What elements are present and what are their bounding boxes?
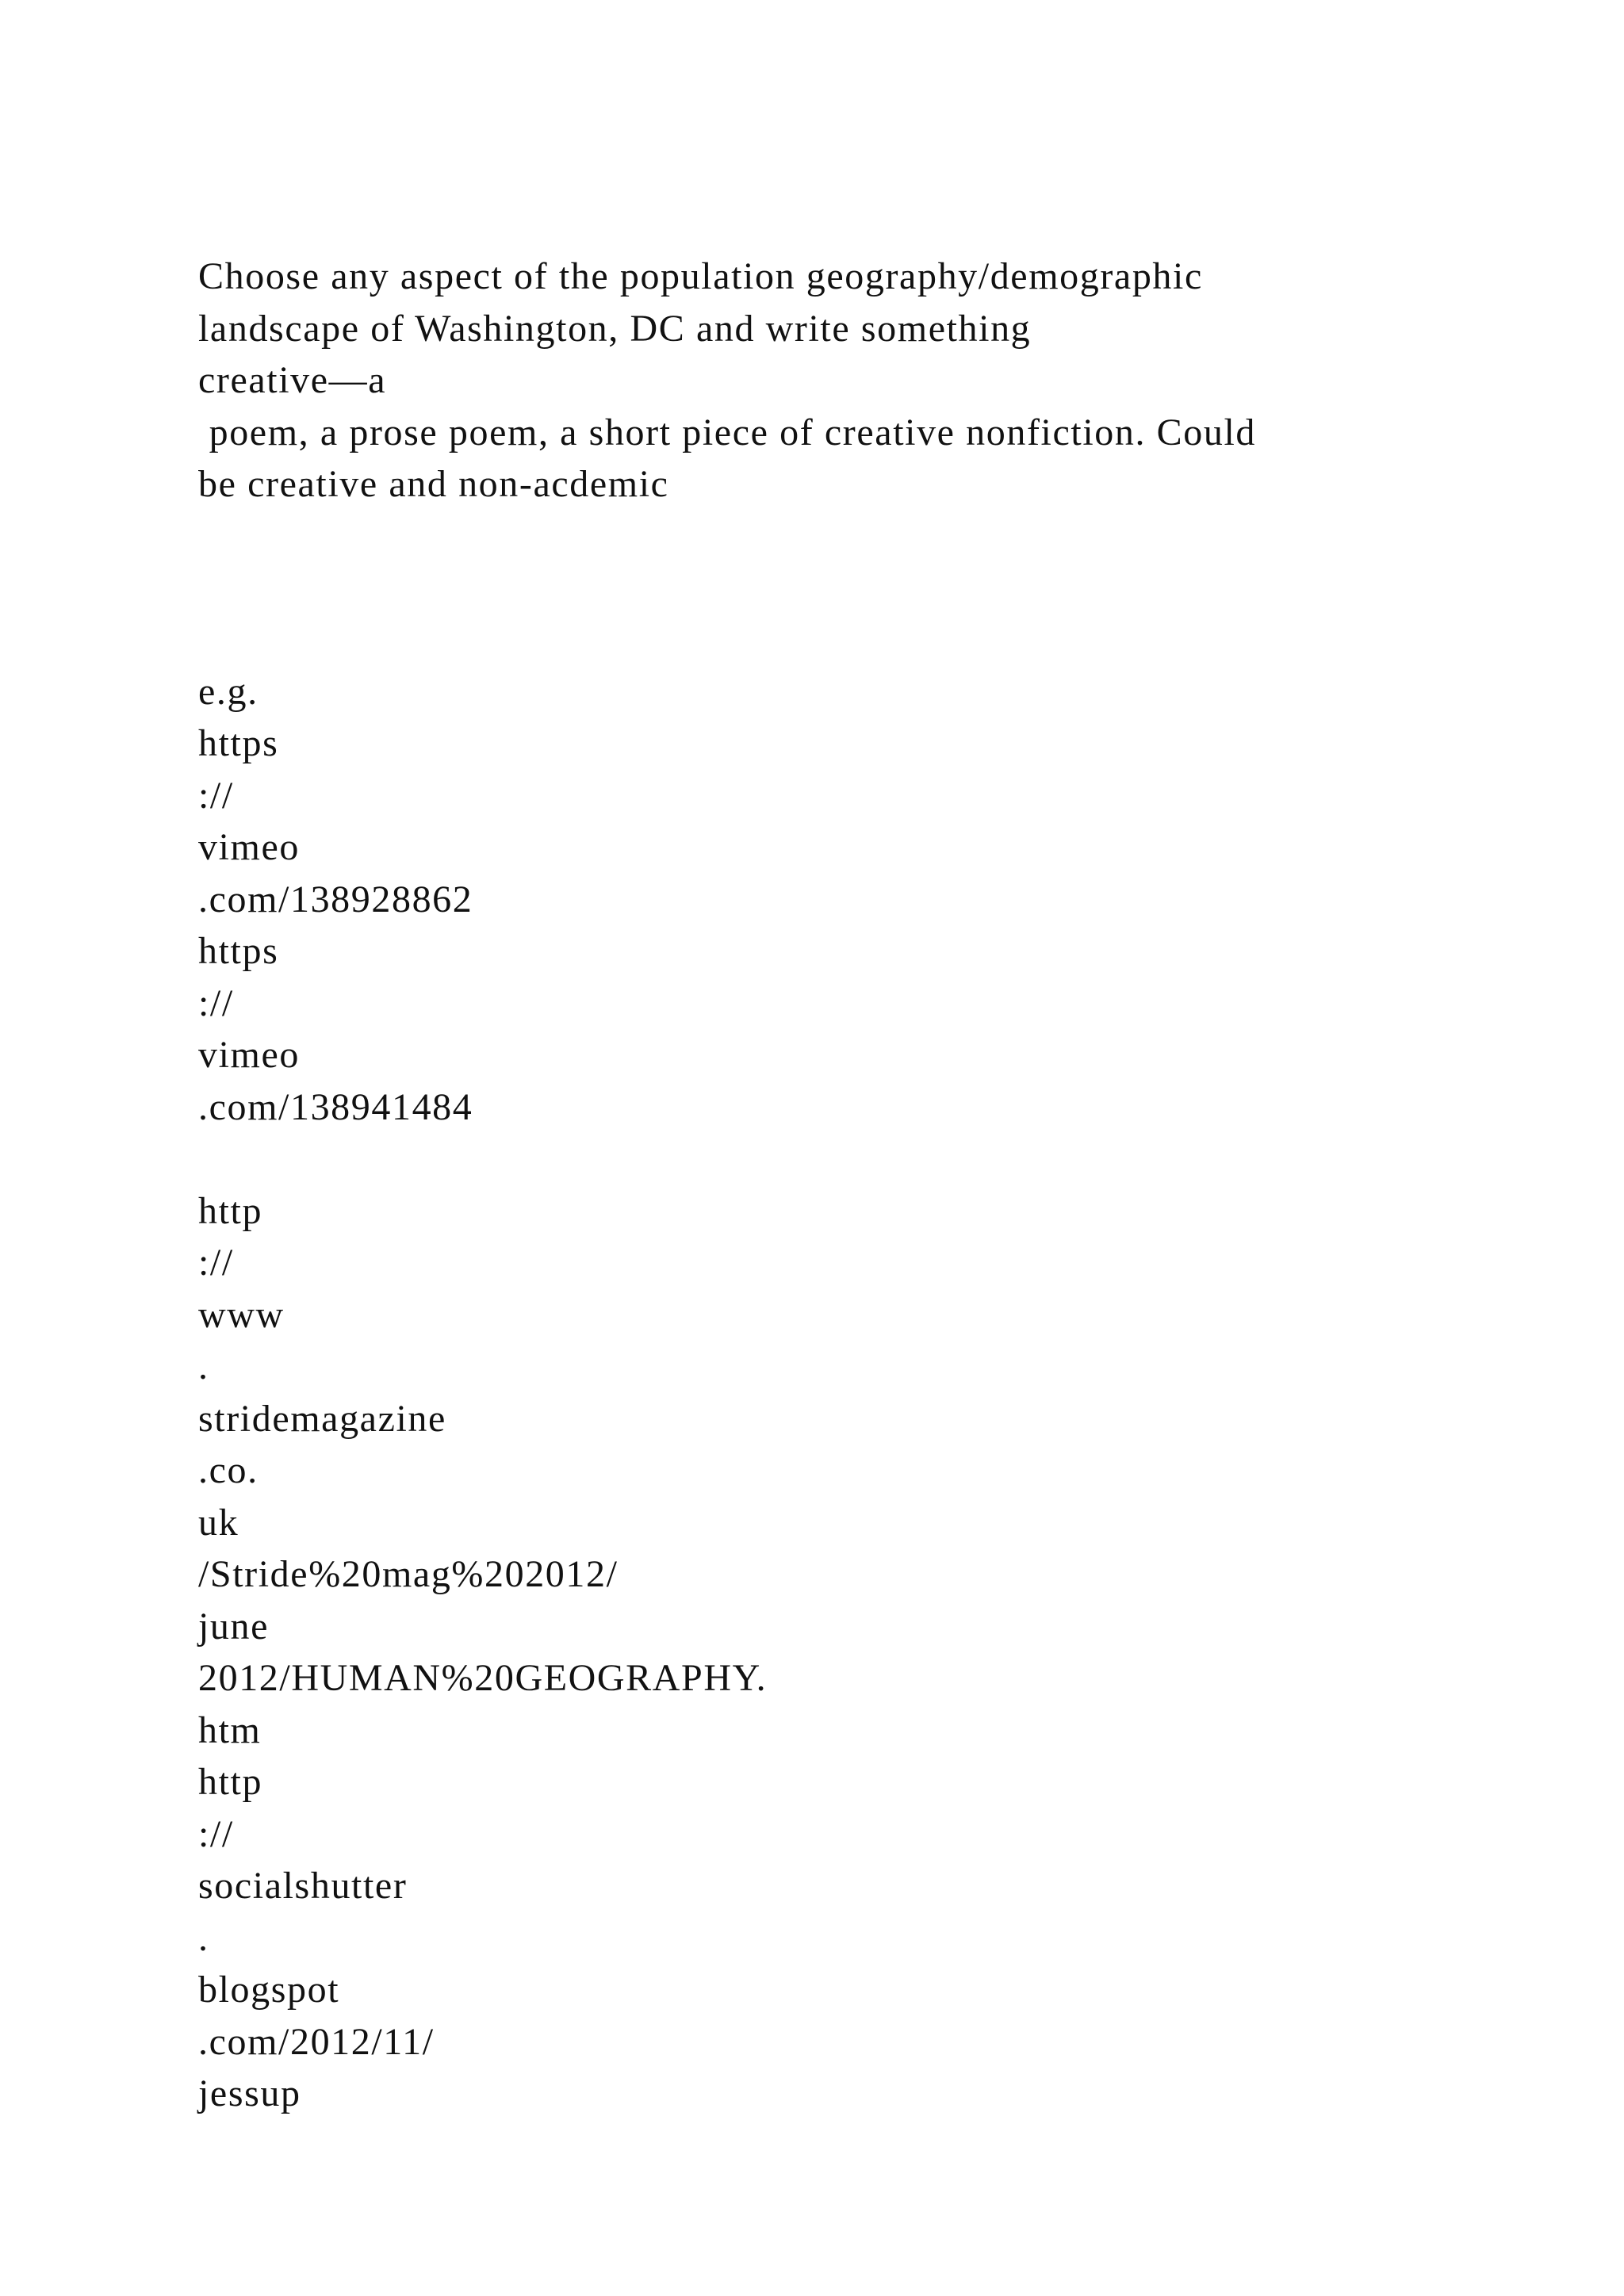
link-fragment: vimeo xyxy=(198,826,300,868)
link-fragment: blogspot xyxy=(198,1969,340,2011)
link-fragment: 2012/HUMAN%20GEOGRAPHY. xyxy=(198,1657,768,1699)
document-text xyxy=(198,251,1515,2120)
blank-gap xyxy=(198,1133,1515,1185)
link-fragment: /Stride%20mag%202012/ xyxy=(198,1553,619,1595)
link-fragment: . xyxy=(198,1345,209,1387)
link-fragment: jessup xyxy=(198,2072,301,2114)
link-fragment: https xyxy=(198,930,279,972)
link-fragment: http xyxy=(198,1761,263,1803)
link-fragment: .co. xyxy=(198,1449,259,1491)
link-fragment: .com/138941484 xyxy=(198,1085,473,1128)
link-fragment: :// xyxy=(198,982,234,1024)
link-fragment: :// xyxy=(198,774,234,817)
blank-gap xyxy=(198,511,1515,666)
link-fragment: .com/2012/11/ xyxy=(198,2020,435,2063)
link-fragment: uk xyxy=(198,1501,239,1544)
link-fragment: www xyxy=(198,1293,285,1336)
link-fragment: http xyxy=(198,1189,263,1232)
prompt-line: Choose any aspect of the population geography/demographic xyxy=(198,255,1203,297)
prompt-line: landscape of Washington, DC and write something xyxy=(198,307,1032,350)
link-fragment: :// xyxy=(198,1242,234,1284)
link-fragment: htm xyxy=(198,1709,262,1751)
link-fragment: . xyxy=(198,1916,209,1959)
prompt-line: creative—a xyxy=(198,359,387,401)
link-fragment: https xyxy=(198,722,279,764)
prompt-line: be creative and non-acdemic xyxy=(198,463,669,505)
link-fragment: stridemagazine xyxy=(198,1397,446,1440)
link-fragment: socialshutter xyxy=(198,1865,408,1907)
link-fragment: vimeo xyxy=(198,1034,300,1076)
link-fragment: e.g. xyxy=(198,670,259,713)
link-fragment: :// xyxy=(198,1812,234,1855)
link-fragment: june xyxy=(198,1605,270,1647)
prompt-line: poem, a prose poem, a short piece of creative nonfiction. Could xyxy=(198,411,1257,453)
link-fragment: .com/138928862 xyxy=(198,878,473,920)
